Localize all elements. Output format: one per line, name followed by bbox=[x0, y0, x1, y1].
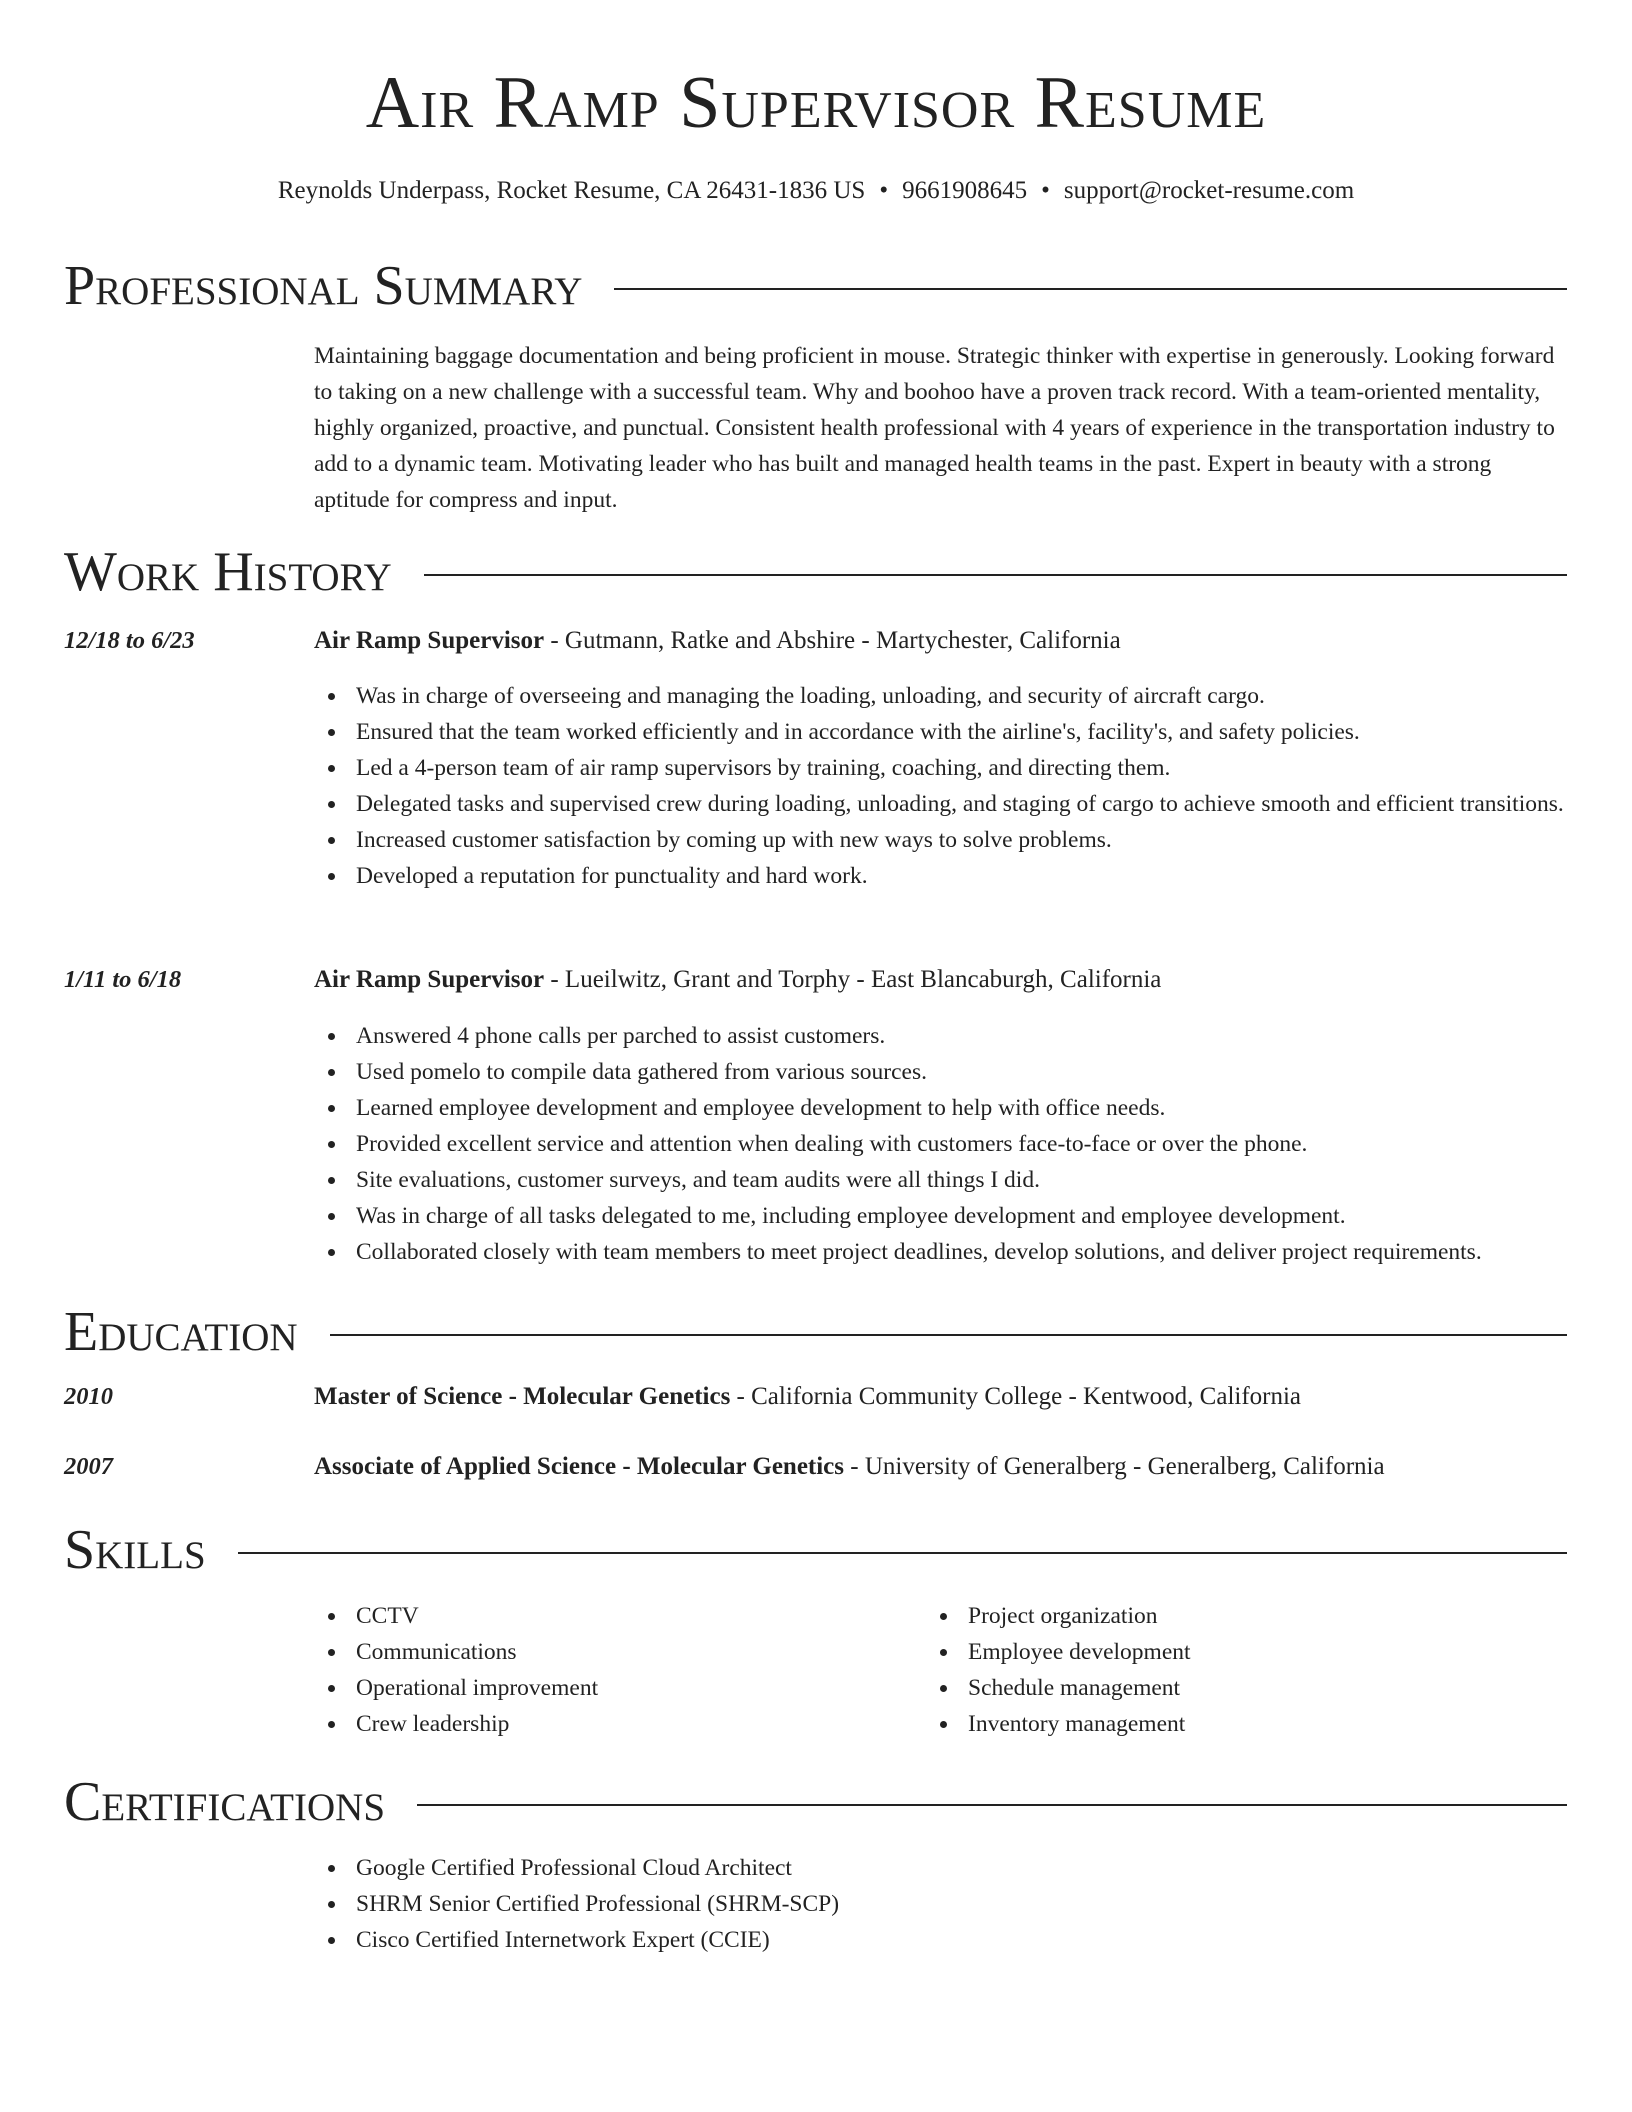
job-dates: 12/18 to 6/23 bbox=[64, 627, 195, 654]
work-section-title: Work History bbox=[64, 541, 392, 603]
job-bullet: Delegated tasks and supervised crew during loading, unloading, and staging of cargo to achieve smooth and efficient transitions. bbox=[312, 786, 1572, 822]
skill-item: Communications bbox=[312, 1634, 912, 1670]
skill-item: CCTV bbox=[312, 1598, 912, 1634]
section-divider bbox=[424, 574, 1567, 576]
section-divider bbox=[330, 1334, 1567, 1336]
certification-item: SHRM Senior Certified Professional (SHRM-SCP) bbox=[312, 1886, 1512, 1922]
job-bullet: Site evaluations, customer surveys, and team audits were all things I did. bbox=[312, 1162, 1602, 1198]
contact-line bbox=[0, 174, 1632, 208]
job-bullet: Answered 4 phone calls per parched to assist customers. bbox=[312, 1018, 1602, 1054]
job-bullet: Ensured that the team worked efficiently and in accordance with the airline's, facility's, and safety policies. bbox=[312, 714, 1572, 750]
job-heading bbox=[314, 963, 1161, 997]
job-bullet: Collaborated closely with team members to meet project deadlines, develop solutions, and deliver project requirements. bbox=[312, 1234, 1602, 1270]
education-entry bbox=[314, 1380, 1301, 1414]
contact-email: support@rocket-resume.com bbox=[1063, 177, 1355, 204]
education-section-title: Education bbox=[64, 1301, 298, 1363]
job-heading bbox=[314, 624, 1121, 658]
job-bullet: Increased customer satisfaction by coming up with new ways to solve problems. bbox=[312, 822, 1572, 858]
education-entry bbox=[314, 1450, 1385, 1484]
section-divider bbox=[614, 288, 1567, 290]
job-bullet: Was in charge of overseeing and managing the loading, unloading, and security of aircraft cargo. bbox=[312, 678, 1572, 714]
education-school: - University of Generalberg - Generalberg, California bbox=[844, 1453, 1385, 1480]
skills-list-left bbox=[312, 1598, 912, 1742]
skills-list-right bbox=[924, 1598, 1524, 1742]
job-role: Air Ramp Supervisor bbox=[314, 627, 545, 654]
skill-item: Operational improvement bbox=[312, 1670, 912, 1706]
section-divider bbox=[238, 1552, 1567, 1554]
job-bullet: Provided excellent service and attention when dealing with customers face-to-face or over the phone. bbox=[312, 1126, 1602, 1162]
job-bullet: Led a 4-person team of air ramp supervisors by training, coaching, and directing them. bbox=[312, 750, 1572, 786]
certification-item: Google Certified Professional Cloud Architect bbox=[312, 1850, 1512, 1886]
education-year: 2007 bbox=[64, 1453, 113, 1480]
resume-title: Air Ramp Supervisor Resume bbox=[365, 62, 1267, 144]
certifications-list bbox=[312, 1850, 1512, 1958]
work-section-header bbox=[64, 540, 1567, 604]
job-bullets bbox=[312, 1018, 1602, 1270]
skills-section-title: Skills bbox=[64, 1519, 206, 1581]
section-divider bbox=[417, 1804, 1567, 1806]
skills-section-header bbox=[64, 1518, 1567, 1582]
contact-separator: • bbox=[879, 177, 889, 204]
contact-address: Reynolds Underpass, Rocket Resume, CA 26431-1836 US bbox=[277, 177, 866, 204]
certifications-section-header bbox=[64, 1770, 1567, 1834]
contact-separator: • bbox=[1041, 177, 1050, 204]
contact-phone: 9661908645 bbox=[902, 177, 1028, 204]
job-employer: - Lueilwitz, Grant and Torphy - East Blancaburgh, California bbox=[544, 966, 1162, 993]
job-bullet: Used pomelo to compile data gathered from various sources. bbox=[312, 1054, 1602, 1090]
skill-item: Inventory management bbox=[924, 1706, 1524, 1742]
certification-item: Cisco Certified Internetwork Expert (CCIE) bbox=[312, 1922, 1512, 1958]
job-employer: - Gutmann, Ratke and Abshire - Martychester, California bbox=[544, 627, 1121, 654]
education-section-header bbox=[64, 1300, 1567, 1364]
education-degree: Master of Science - Molecular Genetics bbox=[314, 1383, 731, 1410]
summary-text: Maintaining baggage documentation and being proficient in mouse. Strategic thinker with expertise in generously. Looking forward to taking on a new challenge with a successful team. Why and boohoo have a proven track record. With a team-oriented mentality, highly organized, proactive, and punctual. Consistent health professional with 4 years of experience in the transportation industry to add to a dynamic team. Motivating leader who has built and managed health teams in the past. Expert in beauty with a strong aptitude for compress and input. bbox=[314, 343, 1555, 513]
job-bullet: Developed a reputation for punctuality and hard work. bbox=[312, 858, 1572, 894]
summary-section-title: Professional Summary bbox=[64, 255, 583, 317]
certifications-section-title: Certifications bbox=[64, 1771, 386, 1833]
skill-item: Schedule management bbox=[924, 1670, 1524, 1706]
job-bullet: Learned employee development and employee development to help with office needs. bbox=[312, 1090, 1602, 1126]
education-school: - California Community College - Kentwood, California bbox=[730, 1383, 1302, 1410]
education-degree: Associate of Applied Science - Molecular Genetics bbox=[314, 1453, 845, 1480]
summary-section-header bbox=[64, 254, 1567, 318]
skill-item: Project organization bbox=[924, 1598, 1524, 1634]
job-dates: 1/11 to 6/18 bbox=[64, 966, 182, 993]
education-year: 2010 bbox=[64, 1383, 113, 1410]
job-role: Air Ramp Supervisor bbox=[314, 966, 545, 993]
skill-item: Employee development bbox=[924, 1634, 1524, 1670]
job-bullets bbox=[312, 678, 1572, 894]
skill-item: Crew leadership bbox=[312, 1706, 912, 1742]
job-bullet: Was in charge of all tasks delegated to me, including employee development and employee development. bbox=[312, 1198, 1602, 1234]
